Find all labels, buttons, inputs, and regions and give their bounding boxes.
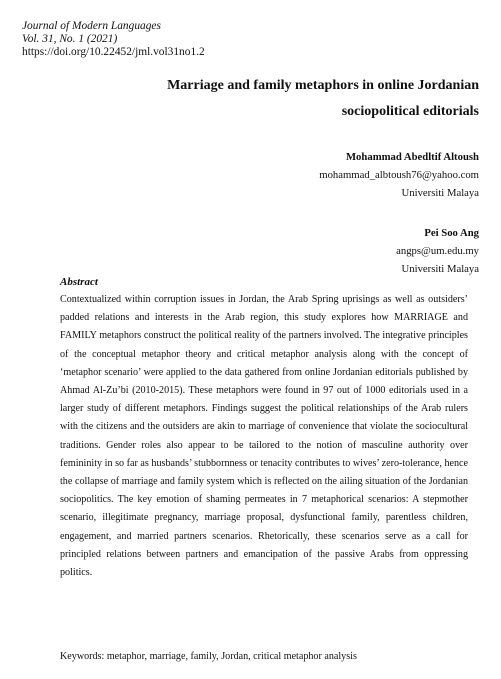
journal-volume: Vol. 31, No. 1 (2021) <box>22 33 118 45</box>
author-email[interactable]: angps@um.edu.my <box>396 245 479 257</box>
journal-name: Journal of Modern Languages <box>22 20 161 32</box>
keywords-line: Keywords: metaphor, marriage, family, Jordan, critical metaphor analysis <box>60 651 357 662</box>
paper-title <box>59 73 479 125</box>
journal-doi[interactable]: https://doi.org/10.22452/jml.vol31no1.2 <box>22 46 205 58</box>
author-affiliation: Universiti Malaya <box>401 263 479 275</box>
author-2 <box>319 224 479 278</box>
author-1 <box>319 148 479 202</box>
title-line-1: Marriage and family metaphors in online Jordanian <box>167 78 479 93</box>
title-line-2: sociopolitical editorials <box>341 104 479 119</box>
journal-header <box>22 20 205 59</box>
authors-block <box>319 148 479 278</box>
abstract-heading: Abstract <box>60 276 98 288</box>
author-name: Pei Soo Ang <box>424 227 479 239</box>
author-name: Mohammad Abedltif Altoush <box>345 151 479 163</box>
author-affiliation: Universiti Malaya <box>401 187 479 199</box>
author-email[interactable]: mohammad_albtoush76@yahoo.com <box>319 169 479 181</box>
abstract-body: Contextualized within corruption issues in Jordan, the Arab Spring uprisings as well as outsiders’ padded relations and interests in the Arab region, this study explores how MARRIAGE and FAMILY metaphors construct the political reality of the partners involved. The integrative principles of the conceptual metaphor theory and critical metaphor analysis along with the concept of ‘metaphor scenario’ were applied to the data gathered from online Jordanian editorials published by Ahmad Al-Zu’bi (2010-2015). These metaphors were found in 97 out of 1000 editorials used in a larger study of different metaphors. Findings suggest the political relationships of the Arab rulers with the citizens and the outsiders are akin to marriage of convenience that violate the sociocultural traditions. Gender roles also appear to be tailored to the notion of masculine authority over femininity in so far as husbands’ stubbornness or tenacity contributes to wives’ zero-tolerance, hence the collapse of marriage and family system which is reflected on the ailing situation of the Jordanian sociopolitics. The key emotion of shaming permeates in 7 metaphorical scenarios: A stepmother scenario, illegitimate pregnancy, marriage proposal, dysfunctional family, parentless children, engagement, and married partners scenarios. Rhetorically, these scenarios serve as a call for principled relations between partners and emancipation of the passive Arabs from oppressing politics. <box>60 294 468 579</box>
